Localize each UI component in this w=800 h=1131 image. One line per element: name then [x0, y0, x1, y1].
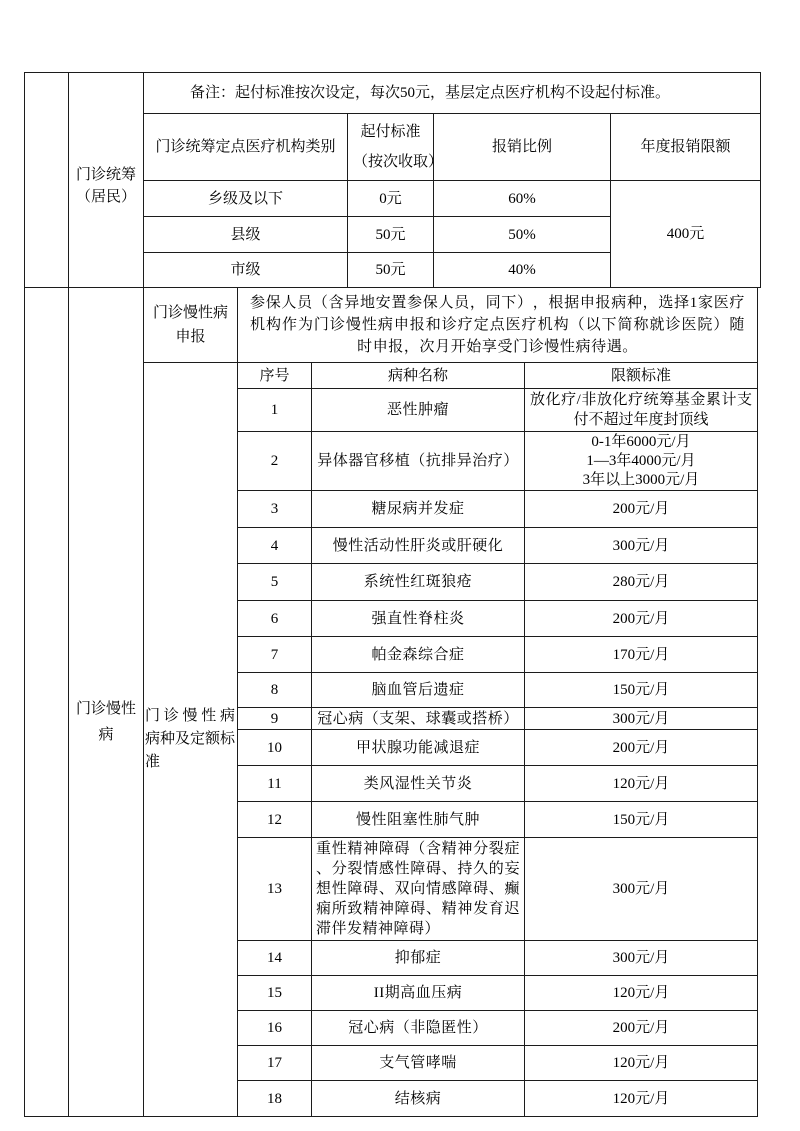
header-reimbursement-ratio-cell — [433, 113, 611, 181]
header-annual-limit: 年度报销限额 — [640, 139, 731, 155]
disease-12-name-cell — [311, 801, 525, 838]
disease-number: 7 — [270, 646, 279, 663]
disease-number: 9 — [270, 710, 279, 727]
disease-16-limit-cell — [524, 1010, 758, 1046]
outpatient-pooling-label: 门诊统筹（居民） — [75, 167, 136, 205]
disease-6-no-cell — [237, 600, 312, 637]
disease-limit: 120元/月 — [612, 1055, 670, 1071]
disease-17-limit-cell — [524, 1045, 758, 1081]
disease-10-limit-cell — [524, 729, 758, 766]
pooling-row-3-ratio-cell — [433, 252, 611, 288]
disease-16-name-cell — [311, 1010, 525, 1046]
disease-limit: 120元/月 — [612, 1090, 670, 1107]
disease-limit-line: 1—3年4000元/月 — [586, 452, 696, 469]
disease-11-no-cell — [237, 765, 312, 802]
disease-11-limit-cell — [524, 765, 758, 802]
disease-name: 冠心病（支架、球囊或搭桥） — [317, 710, 519, 727]
header-deductible-line1: 起付标准 — [360, 124, 421, 140]
pooling-row-1-level-cell — [143, 180, 348, 217]
application-text: 参保人员（含异地安置参保人员，同下），根据申报病种，选择1家医疗机构作为门诊慢性病申报和诊疗定点医疗机构（以下简称就诊医院）随时申报，次月开始享受门诊慢性病待遇。 — [250, 295, 745, 355]
disease-number: 15 — [267, 985, 282, 1001]
disease-limit: 300元/月 — [612, 710, 670, 727]
application-text-cell — [237, 287, 758, 363]
disease-number: 2 — [270, 453, 279, 469]
disease-9-limit-cell — [524, 707, 758, 730]
header-reimbursement-ratio: 报销比例 — [491, 139, 552, 155]
disease-table-header-limit-cell — [524, 362, 758, 389]
disease-7-no-cell — [237, 636, 312, 673]
disease-15-no-cell — [237, 975, 312, 1011]
disease-name: 结核病 — [394, 1090, 442, 1107]
disease-12-no-cell — [237, 801, 312, 838]
header-deductible-cell — [347, 113, 444, 181]
disease-4-no-cell — [237, 527, 312, 564]
disease-1-no-cell — [237, 388, 312, 432]
disease-9-name-cell — [311, 707, 525, 730]
disease-table-header-name: 病种名称 — [387, 367, 448, 384]
disease-5-no-cell — [237, 563, 312, 601]
disease-name: 系统性红斑狼疮 — [363, 574, 473, 590]
disease-15-name-cell — [311, 975, 525, 1011]
disease-8-name-cell — [311, 672, 525, 708]
disease-number: 12 — [267, 811, 282, 828]
disease-name: 冠心病（非隐匿性） — [348, 1020, 488, 1036]
disease-number: 10 — [267, 739, 282, 756]
disease-limit: 170元/月 — [612, 646, 670, 663]
institution-level: 乡级及以下 — [207, 190, 283, 207]
disease-limit: 300元/月 — [612, 881, 670, 897]
disease-6-limit-cell — [524, 600, 758, 637]
disease-name: 帕金森综合症 — [371, 646, 465, 663]
disease-limit-line: 0-1年6000元/月 — [591, 433, 691, 450]
disease-4-name-cell — [311, 527, 525, 564]
disease-name: 异体器官移植（抗排异治疗） — [317, 453, 519, 469]
deductible-value: 50元 — [375, 226, 406, 243]
disease-limit: 150元/月 — [612, 811, 670, 828]
disease-limit: 200元/月 — [612, 1020, 670, 1036]
disease-limit: 280元/月 — [612, 574, 670, 590]
standard-label-line: 准 — [145, 754, 161, 770]
disease-2-name-cell — [311, 431, 525, 491]
disease-number: 1 — [270, 402, 279, 418]
chronic-blank-cell — [24, 287, 69, 1117]
disease-14-no-cell — [237, 940, 312, 976]
disease-18-no-cell — [237, 1080, 312, 1117]
disease-limit: 120元/月 — [612, 985, 670, 1001]
disease-10-name-cell — [311, 729, 525, 766]
outpatient-pooling-label-cell — [68, 72, 144, 288]
standard-label-line: 病种及定额标 — [145, 731, 236, 747]
disease-number: 8 — [270, 682, 279, 698]
annual-limit-value-cell — [610, 180, 761, 288]
disease-3-limit-cell — [524, 490, 758, 528]
header-institution-type: 门诊统筹定点医疗机构类别 — [155, 139, 336, 155]
chronic-label-cell — [68, 287, 144, 1117]
deductible-value: 0元 — [379, 190, 402, 207]
disease-1-name-cell — [311, 388, 525, 432]
pooling-row-2-ratio-cell — [433, 216, 611, 253]
annual-limit-value: 400元 — [666, 226, 705, 242]
outpatient-pooling-blank-cell — [24, 72, 69, 288]
disease-13-no-cell — [237, 837, 312, 941]
disease-name: 甲状腺功能减退症 — [355, 739, 480, 756]
disease-12-limit-cell — [524, 801, 758, 838]
disease-name: 抑郁症 — [394, 950, 442, 966]
disease-18-limit-cell — [524, 1080, 758, 1117]
disease-limit: 200元/月 — [612, 739, 670, 756]
header-deductible-line2: （按次收取） — [353, 154, 444, 170]
reimbursement-ratio-value: 50% — [508, 226, 536, 243]
disease-name: 糖尿病并发症 — [371, 501, 465, 517]
disease-name: 类风湿性关节炎 — [363, 775, 473, 792]
pooling-row-3-level-cell — [143, 252, 348, 288]
disease-name: 支气管哮喘 — [379, 1055, 457, 1071]
disease-number: 16 — [267, 1020, 282, 1036]
disease-name: II期高血压病 — [373, 985, 463, 1001]
disease-table-header-no-cell — [237, 362, 312, 389]
disease-limit: 150元/月 — [612, 682, 670, 698]
disease-number: 18 — [267, 1090, 282, 1107]
disease-7-name-cell — [311, 636, 525, 673]
standard-label-line: 门诊慢性病 — [145, 708, 235, 724]
disease-limit: 300元/月 — [612, 950, 670, 966]
disease-2-no-cell — [237, 431, 312, 491]
pooling-row-3-deductible-cell — [347, 252, 434, 288]
disease-name: 慢性活动性肝炎或肝硬化 — [332, 537, 504, 554]
disease-5-limit-cell — [524, 563, 758, 601]
disease-18-name-cell — [311, 1080, 525, 1117]
disease-13-limit-cell — [524, 837, 758, 941]
disease-table-header-limit: 限额标准 — [610, 367, 671, 384]
disease-17-name-cell — [311, 1045, 525, 1081]
reimbursement-ratio-value: 40% — [508, 262, 536, 278]
disease-16-no-cell — [237, 1010, 312, 1046]
disease-name: 慢性阻塞性肺气肿 — [355, 811, 480, 828]
remark-cell — [143, 72, 761, 114]
header-annual-limit-cell — [610, 113, 761, 181]
disease-name: 强直性脊柱炎 — [371, 610, 465, 627]
disease-9-no-cell — [237, 707, 312, 730]
disease-5-name-cell — [311, 563, 525, 601]
disease-limit: 120元/月 — [612, 775, 670, 792]
disease-15-limit-cell — [524, 975, 758, 1011]
disease-7-limit-cell — [524, 636, 758, 673]
pooling-row-2-level-cell — [143, 216, 348, 253]
disease-name: 恶性肿瘤 — [386, 402, 449, 418]
application-label: 门诊慢性病申报 — [152, 305, 228, 345]
disease-table-header-name-cell — [311, 362, 525, 389]
chronic-label: 门诊慢性病 — [75, 701, 136, 743]
disease-8-limit-cell — [524, 672, 758, 708]
disease-3-no-cell — [237, 490, 312, 528]
disease-number: 6 — [270, 610, 279, 627]
pooling-row-1-ratio-cell — [433, 180, 611, 217]
disease-limit: 300元/月 — [612, 537, 670, 554]
institution-level: 县级 — [230, 226, 261, 243]
disease-3-name-cell — [311, 490, 525, 528]
pooling-row-1-deductible-cell — [347, 180, 434, 217]
disease-number: 13 — [267, 881, 282, 897]
disease-10-no-cell — [237, 729, 312, 766]
disease-table-header-no: 序号 — [259, 367, 290, 384]
disease-limit: 放化疗/非放化疗统筹基金累计支付不超过年度封顶线 — [530, 392, 752, 428]
reimbursement-ratio-value: 60% — [508, 190, 536, 207]
disease-number: 17 — [267, 1055, 282, 1071]
disease-1-limit-cell — [524, 388, 758, 432]
application-label-cell — [143, 287, 238, 363]
disease-8-no-cell — [237, 672, 312, 708]
disease-number: 4 — [270, 537, 279, 554]
pooling-row-2-deductible-cell — [347, 216, 434, 253]
disease-17-no-cell — [237, 1045, 312, 1081]
disease-name: 脑血管后遗症 — [371, 682, 465, 698]
disease-14-name-cell — [311, 940, 525, 976]
disease-13-name-cell — [311, 837, 525, 941]
disease-11-name-cell — [311, 765, 525, 802]
disease-2-limit-cell — [524, 431, 758, 491]
disease-number: 3 — [270, 501, 279, 517]
deductible-value: 50元 — [375, 262, 406, 278]
disease-14-limit-cell — [524, 940, 758, 976]
disease-6-name-cell — [311, 600, 525, 637]
disease-number: 14 — [267, 950, 282, 966]
institution-level: 市级 — [230, 262, 261, 278]
disease-number: 11 — [267, 775, 282, 792]
disease-limit: 200元/月 — [612, 501, 670, 517]
disease-4-limit-cell — [524, 527, 758, 564]
disease-limit: 200元/月 — [612, 610, 670, 627]
disease-limit-line: 3年以上3000元/月 — [582, 471, 700, 488]
disease-number: 5 — [270, 574, 279, 590]
header-institution-type-cell — [143, 113, 348, 181]
disease-name: 重性精神障碍（含精神分裂症、分裂情感性障碍、持久的妄想性障碍、双向情感障碍、癫痫所致精神障碍、精神发育迟滞伴发精神障碍） — [316, 841, 520, 937]
remark-text: 备注：起付标准按次设定，每次50元，基层定点医疗机构不设起付标准。 — [190, 85, 671, 101]
standard-label-cell — [143, 362, 238, 1117]
